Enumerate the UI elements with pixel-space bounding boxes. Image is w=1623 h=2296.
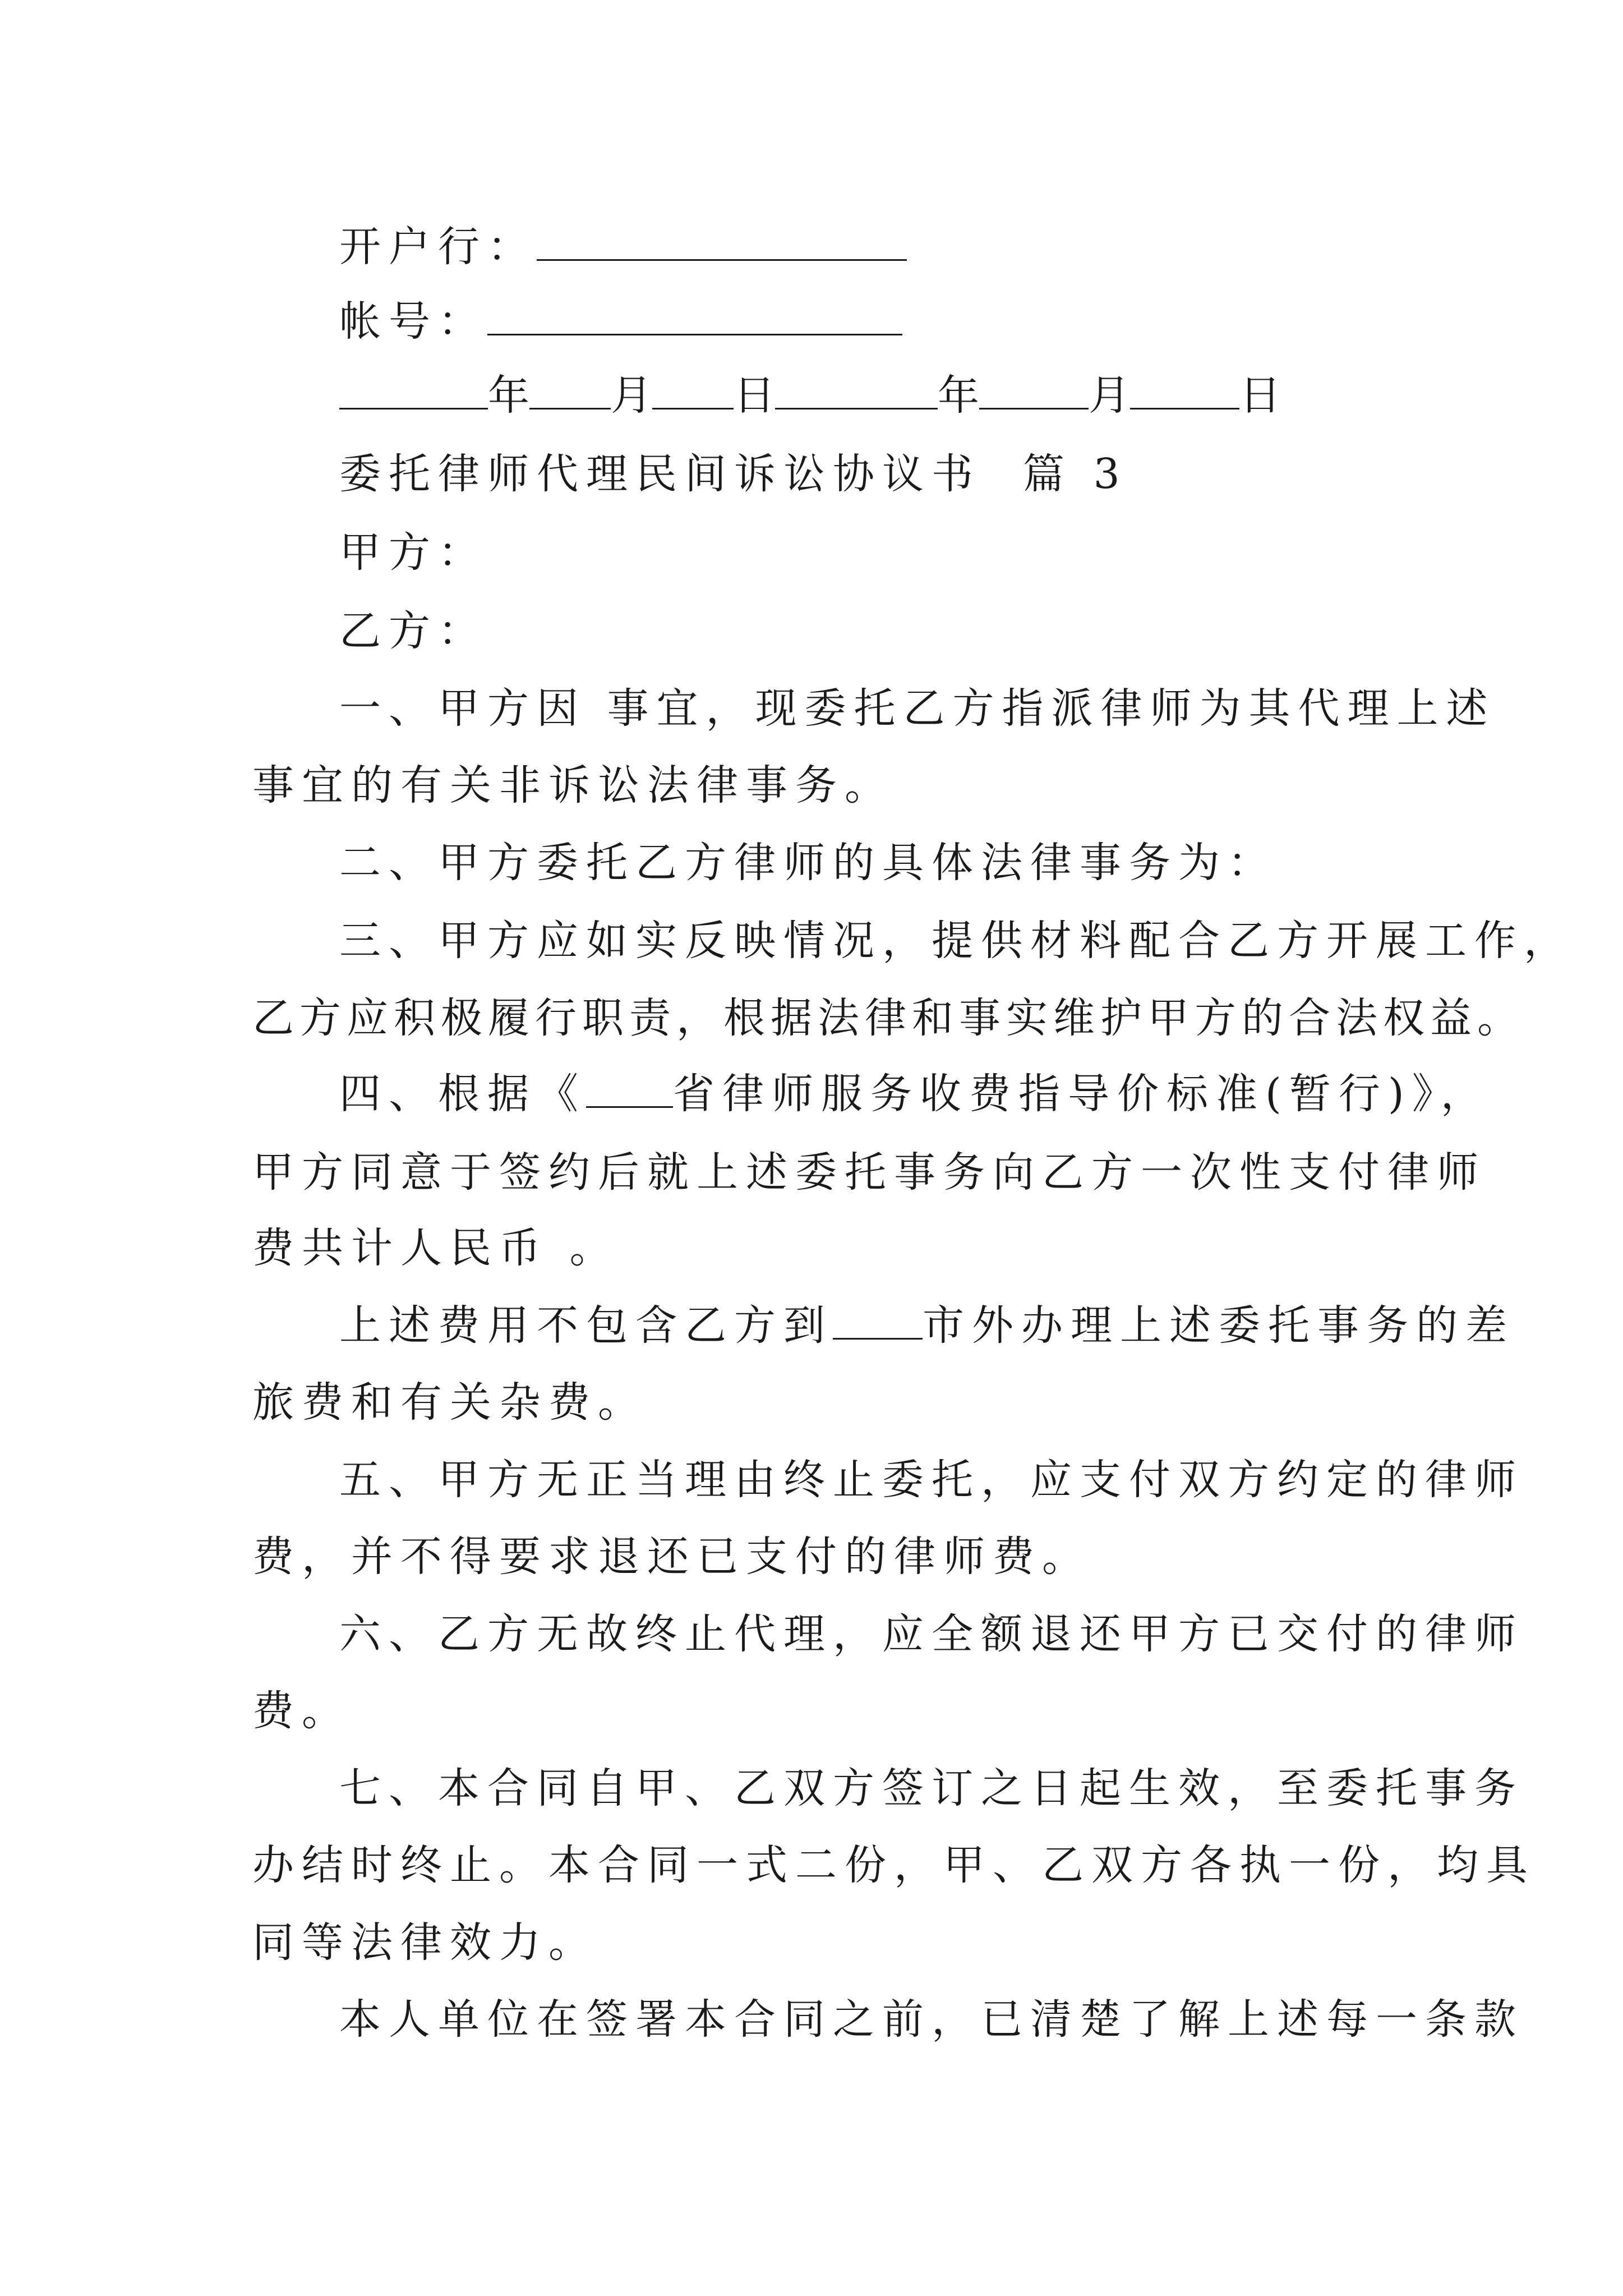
fee-note-suffix: 市外办理上述委托事务的差 xyxy=(923,1301,1515,1350)
clause-7-line-1: 七、本合同自甲、乙双方签订之日起生效，至委托事务 xyxy=(339,1764,1524,1812)
date-month-1: 月 xyxy=(611,371,652,420)
date-day-2: 日 xyxy=(1239,371,1281,420)
clause-3-line-2: 乙方应积极履行职责，根据法律和事实维护甲方的合法权益。 xyxy=(252,994,1524,1042)
date-blank xyxy=(529,373,611,409)
date-blank xyxy=(775,373,938,409)
date-blank xyxy=(1130,373,1239,409)
fee-note-line-1 xyxy=(339,1297,1515,1354)
account-label: 帐号： xyxy=(339,297,487,346)
fee-note-line-2: 旅费和有关杂费。 xyxy=(252,1378,647,1427)
city-blank xyxy=(833,1303,923,1340)
date-blank xyxy=(652,373,734,409)
party-a-label: 甲方： xyxy=(339,528,487,577)
clause-1-line-2: 事宜的有关非诉讼法律事务。 xyxy=(252,761,894,809)
date-year-1: 年 xyxy=(488,371,529,420)
clause-1-line-1: 一、甲方因 事宜，现委托乙方指派律师为其代理上述 xyxy=(339,684,1496,733)
clause-3-line-1: 三、甲方应如实反映情况，提供材料配合乙方开展工作， xyxy=(339,917,1573,965)
clause-6-line-1: 六、乙方无故终止代理，应全额退还甲方已交付的律师 xyxy=(339,1610,1524,1658)
date-day-1: 日 xyxy=(734,371,775,420)
account-blank xyxy=(487,299,902,335)
clause-5-line-1: 五、甲方无正当理由终止委托，应支付双方约定的律师 xyxy=(339,1456,1524,1504)
clause-5-line-2: 费，并不得要求退还已支付的律师费。 xyxy=(252,1533,1091,1581)
party-b-label: 乙方： xyxy=(339,607,487,655)
date-month-2: 月 xyxy=(1089,371,1130,420)
clause-4-line-3: 费共计人民币 。 xyxy=(252,1224,619,1272)
province-blank xyxy=(586,1071,673,1108)
bank-line xyxy=(339,219,907,275)
clause-4-line-1 xyxy=(339,1066,1490,1122)
bank-label: 开户行： xyxy=(339,223,537,271)
clause-2-line-1: 二、甲方委托乙方律师的具体法律事务为： xyxy=(339,839,1277,887)
clause-4-suffix: 省律师服务收费指导价标准(暂行)》， xyxy=(673,1070,1490,1118)
date-year-2: 年 xyxy=(938,371,979,420)
clause-4-prefix: 四、根据《 xyxy=(339,1070,586,1118)
clause-6-line-2: 费。 xyxy=(252,1687,351,1735)
fee-note-prefix: 上述费用不包含乙方到 xyxy=(339,1301,833,1350)
bank-blank xyxy=(537,224,907,261)
date-blank xyxy=(979,373,1089,409)
declaration-line-1: 本人单位在签署本合同之前，已清楚了解上述每一条款 xyxy=(339,1995,1524,2044)
clause-4-line-2: 甲方同意于签约后就上述委托事务向乙方一次性支付律师 xyxy=(252,1148,1486,1197)
date-blank xyxy=(339,373,488,409)
date-line xyxy=(339,367,1281,424)
clause-7-line-2: 办结时终止。本合同一式二份，甲、乙双方各执一份，均具 xyxy=(252,1841,1536,1889)
clause-7-line-3: 同等法律效力。 xyxy=(252,1918,598,1967)
section-title: 委托律师代理民间诉讼协议书 篇 3 xyxy=(339,450,1128,498)
account-line xyxy=(339,293,902,349)
